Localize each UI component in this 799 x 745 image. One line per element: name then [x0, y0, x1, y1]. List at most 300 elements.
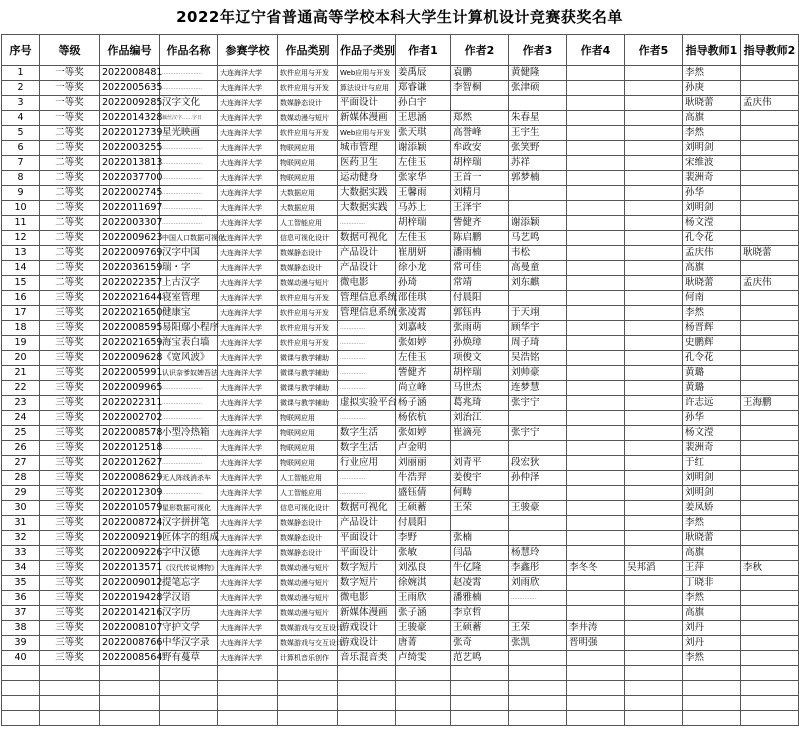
table-cell	[741, 351, 799, 366]
table-cell: 16	[2, 291, 40, 306]
table-cell: 三等奖	[40, 606, 100, 621]
table-cell: 孙琦	[396, 276, 451, 291]
table-cell: ……………	[338, 381, 396, 396]
table-cell: 大连海洋大学	[218, 396, 278, 411]
table-cell: 付晨阳	[396, 516, 451, 531]
table-cell: ……………………	[160, 396, 218, 411]
table-cell: 耿晓蕾	[741, 246, 799, 261]
column-header: 作者3	[509, 35, 567, 66]
table-cell: 微电影	[338, 591, 396, 606]
table-cell	[741, 546, 799, 561]
table-cell: 张凯	[509, 636, 567, 651]
table-cell: 李井涛	[567, 621, 625, 636]
table-cell	[2, 681, 40, 696]
table-cell	[625, 171, 683, 186]
table-cell: 数据可视化	[338, 231, 396, 246]
table-cell: 数字生活	[338, 441, 396, 456]
table-cell	[2, 666, 40, 681]
table-cell	[509, 696, 567, 711]
table-cell	[396, 666, 451, 681]
table-cell: 大连海洋大学	[218, 531, 278, 546]
table-cell: 二等奖	[40, 276, 100, 291]
table-cell: 三等奖	[40, 381, 100, 396]
table-cell: 大连海洋大学	[218, 621, 278, 636]
table-cell: 刘丹	[683, 621, 741, 636]
table-cell	[509, 681, 567, 696]
table-cell	[567, 411, 625, 426]
table-cell: 2022012739	[100, 126, 160, 141]
table-cell	[741, 696, 799, 711]
table-cell: 字中汉德	[160, 546, 218, 561]
table-cell: 范艺鸣	[451, 651, 509, 666]
table-cell: 大连海洋大学	[218, 246, 278, 261]
table-cell	[567, 366, 625, 381]
table-cell: 李然	[683, 66, 741, 81]
table-cell	[625, 411, 683, 426]
table-cell	[567, 306, 625, 321]
table-cell: 20	[2, 351, 40, 366]
table-cell: ……………	[338, 321, 396, 336]
table-cell: 26	[2, 441, 40, 456]
table-cell	[741, 411, 799, 426]
table-cell: 三等奖	[40, 651, 100, 666]
table-cell	[100, 696, 160, 711]
table-cell	[625, 261, 683, 276]
table-cell: 2022012518	[100, 441, 160, 456]
table-cell: 二等奖	[40, 126, 100, 141]
table-cell: 二等奖	[40, 186, 100, 201]
table-cell	[625, 81, 683, 96]
table-cell: 大连海洋大学	[218, 381, 278, 396]
table-cell: ……………………	[160, 486, 218, 501]
table-cell: 大连海洋大学	[218, 561, 278, 576]
table-cell: 张津硕	[509, 81, 567, 96]
table-cell: 2022008595	[100, 321, 160, 336]
table-cell	[741, 111, 799, 126]
table-cell: 王骏豪	[396, 621, 451, 636]
column-header: 等级	[40, 35, 100, 66]
table-cell: 一等奖	[40, 96, 100, 111]
table-cell: 数媒动漫与短片	[278, 591, 338, 606]
table-cell	[625, 336, 683, 351]
table-cell: 13	[2, 246, 40, 261]
table-cell: 大连海洋大学	[218, 486, 278, 501]
table-cell: 张天琪	[396, 126, 451, 141]
table-cell: 匠体字的组成	[160, 531, 218, 546]
table-cell: 訾健齐	[396, 366, 451, 381]
table-cell: 李然	[683, 651, 741, 666]
table-cell: 认识奈爹奴婢吾法	[160, 366, 218, 381]
column-header: 作者1	[396, 35, 451, 66]
column-header: 指导教师2	[741, 35, 799, 66]
table-cell: 二等奖	[40, 216, 100, 231]
table-cell: 郑睿谦	[396, 81, 451, 96]
table-cell	[741, 456, 799, 471]
table-cell: 微课与教学辅助	[278, 366, 338, 381]
table-cell: 30	[2, 501, 40, 516]
table-cell: 三等奖	[40, 591, 100, 606]
table-cell: 17	[2, 306, 40, 321]
table-cell: 5	[2, 126, 40, 141]
table-cell: ……………………	[160, 81, 218, 96]
table-cell: 张如婷	[396, 426, 451, 441]
table-cell: 星光映画	[160, 126, 218, 141]
table-cell: 李然	[683, 591, 741, 606]
table-cell: 平面设计	[338, 96, 396, 111]
table-cell: 数媒游戏与交互设计	[278, 621, 338, 636]
table-cell: 2022008564	[100, 651, 160, 666]
table-cell	[567, 141, 625, 156]
table-cell: 大连海洋大学	[218, 291, 278, 306]
table-cell: 王宇生	[509, 126, 567, 141]
table-cell: 潘雨楠	[451, 246, 509, 261]
table-cell: 管理信息系统	[338, 291, 396, 306]
table-cell: 2022021650	[100, 306, 160, 321]
table-cell: 黄璐	[683, 381, 741, 396]
table-cell: 裴洲奇	[683, 171, 741, 186]
table-cell: 王思涵	[396, 111, 451, 126]
table-cell: 产品设计	[338, 246, 396, 261]
table-cell: 8	[2, 171, 40, 186]
table-row	[2, 201, 799, 216]
table-cell	[741, 171, 799, 186]
table-cell: 软件应用与开发	[278, 336, 338, 351]
table-cell: 耿晓蕾	[683, 276, 741, 291]
table-cell	[741, 66, 799, 81]
table-cell	[100, 681, 160, 696]
table-row	[2, 111, 799, 126]
table-cell: 大连海洋大学	[218, 111, 278, 126]
table-cell: 大连海洋大学	[218, 351, 278, 366]
table-cell	[509, 201, 567, 216]
table-cell: 物联网应用	[278, 411, 338, 426]
table-cell: 张笑野	[509, 141, 567, 156]
table-cell	[741, 261, 799, 276]
table-cell: 王骏豪	[509, 501, 567, 516]
table-cell: Web应用与开发	[338, 126, 396, 141]
table-cell	[509, 291, 567, 306]
table-cell	[567, 351, 625, 366]
table-cell: 孔令花	[683, 351, 741, 366]
table-cell: 2022012309	[100, 486, 160, 501]
table-cell	[40, 681, 100, 696]
table-cell	[625, 231, 683, 246]
table-cell	[567, 321, 625, 336]
table-cell: 瑞・字	[160, 261, 218, 276]
table-cell	[509, 531, 567, 546]
column-header: 参赛学校	[218, 35, 278, 66]
table-cell	[625, 516, 683, 531]
table-cell: 三等奖	[40, 621, 100, 636]
table-cell: 大连海洋大学	[218, 96, 278, 111]
table-row	[2, 516, 799, 531]
table-cell: 34	[2, 561, 40, 576]
table-cell: 医药卫生	[338, 156, 396, 171]
table-cell: 2022009628	[100, 351, 160, 366]
table-cell: 晋明强	[567, 636, 625, 651]
table-cell: 郭钰冉	[451, 306, 509, 321]
table-cell: 赵凌霄	[451, 576, 509, 591]
table-cell	[160, 696, 218, 711]
table-cell: 39	[2, 636, 40, 651]
table-cell: 李京哲	[451, 606, 509, 621]
table-cell	[509, 711, 567, 726]
table-cell: 大连海洋大学	[218, 156, 278, 171]
table-cell: 海宝表白墙	[160, 336, 218, 351]
table-cell: 盛钰倩	[396, 486, 451, 501]
table-cell: 郭梦楠	[509, 171, 567, 186]
table-cell: 大连海洋大学	[218, 306, 278, 321]
table-cell: 李冬冬	[567, 561, 625, 576]
table-cell: 提笔忘字	[160, 576, 218, 591]
table-cell: ……………	[338, 351, 396, 366]
table-cell: 姜凤娇	[683, 501, 741, 516]
table-cell: 微课与教学辅助	[278, 351, 338, 366]
table-cell: 三等奖	[40, 501, 100, 516]
table-row	[2, 396, 799, 411]
table-cell: ……………	[509, 591, 567, 606]
table-row	[2, 456, 799, 471]
table-cell	[625, 351, 683, 366]
table-cell: 大连海洋大学	[218, 606, 278, 621]
table-cell: 2022014216	[100, 606, 160, 621]
table-cell	[451, 696, 509, 711]
table-cell	[625, 576, 683, 591]
table-cell	[625, 291, 683, 306]
table-cell: 刘丽丽	[396, 456, 451, 471]
table-cell: 数媒动漫与短片	[278, 561, 338, 576]
table-cell: 孙白宇	[396, 96, 451, 111]
table-cell: 微课与教学辅助	[278, 381, 338, 396]
table-cell	[625, 216, 683, 231]
table-cell: 杨晋辉	[683, 321, 741, 336]
table-cell: ……………	[338, 471, 396, 486]
table-cell: 马艺鸣	[509, 231, 567, 246]
table-cell: 2022005635	[100, 81, 160, 96]
table-cell: 软件应用与开发	[278, 291, 338, 306]
table-cell: 大连海洋大学	[218, 201, 278, 216]
table-cell: 王首一	[451, 171, 509, 186]
table-cell: 三等奖	[40, 411, 100, 426]
table-cell: 王泽宇	[451, 201, 509, 216]
table-cell: ……………………	[160, 441, 218, 456]
table-cell: ……………	[338, 216, 396, 231]
table-cell: 刘治江	[451, 411, 509, 426]
table-cell: 29	[2, 486, 40, 501]
table-cell: 于天翊	[509, 306, 567, 321]
table-cell	[567, 156, 625, 171]
table-cell: 左佳玉	[396, 156, 451, 171]
table-cell	[625, 201, 683, 216]
table-cell: 左佳玉	[396, 231, 451, 246]
column-header: 作品类别	[278, 35, 338, 66]
table-cell: 吴浩铭	[509, 351, 567, 366]
table-cell	[567, 171, 625, 186]
table-cell: 刘泓良	[396, 561, 451, 576]
table-cell	[683, 681, 741, 696]
table-row	[2, 126, 799, 141]
table-cell	[625, 141, 683, 156]
table-row	[2, 216, 799, 231]
table-row	[2, 246, 799, 261]
table-cell	[625, 246, 683, 261]
table-cell: 孙庚	[683, 81, 741, 96]
table-cell	[451, 516, 509, 531]
table-cell: 38	[2, 621, 40, 636]
table-cell: 中华汉字录	[160, 636, 218, 651]
table-cell: 寝室管理	[160, 291, 218, 306]
table-cell	[567, 681, 625, 696]
table-cell: 丁晓非	[683, 576, 741, 591]
table-cell	[741, 156, 799, 171]
table-cell: 2022008107	[100, 621, 160, 636]
table-cell: 三等奖	[40, 531, 100, 546]
table-cell: 大连海洋大学	[218, 501, 278, 516]
table-cell: 数媒静态设计	[278, 546, 338, 561]
table-cell	[625, 66, 683, 81]
table-cell: 宋维波	[683, 156, 741, 171]
table-row	[2, 591, 799, 606]
table-cell: 汉字历	[160, 606, 218, 621]
table-row	[2, 276, 799, 291]
table-cell: 耿晓蕾	[683, 96, 741, 111]
table-cell: 6	[2, 141, 40, 156]
table-cell: 三等奖	[40, 561, 100, 576]
table-cell: 数媒动漫与短片	[278, 606, 338, 621]
table-cell: 2022019428	[100, 591, 160, 606]
table-cell	[567, 546, 625, 561]
table-row	[2, 261, 799, 276]
table-cell: 大连海洋大学	[218, 276, 278, 291]
table-cell: 大数据应用	[278, 186, 338, 201]
table-cell: 张子涵	[396, 606, 451, 621]
table-cell	[338, 711, 396, 726]
table-cell: 人工智能应用	[278, 216, 338, 231]
table-cell: 高旗	[683, 111, 741, 126]
table-cell: 三等奖	[40, 321, 100, 336]
table-cell: 刘青平	[451, 456, 509, 471]
table-cell: 大连海洋大学	[218, 516, 278, 531]
table-cell	[567, 336, 625, 351]
table-cell	[40, 711, 100, 726]
table-cell	[625, 111, 683, 126]
table-cell: 大数据实践	[338, 186, 396, 201]
table-cell: 36	[2, 591, 40, 606]
table-cell	[741, 141, 799, 156]
table-cell: 2022012627	[100, 456, 160, 471]
table-cell: 2022002702	[100, 411, 160, 426]
table-cell: 刘明剑	[683, 141, 741, 156]
column-header: 作品子类别	[338, 35, 396, 66]
table-cell: 2022009285	[100, 96, 160, 111]
table-cell: 软件应用与开发	[278, 321, 338, 336]
table-cell: 张如婷	[396, 336, 451, 351]
table-cell: 汉字文化	[160, 96, 218, 111]
table-cell: 三等奖	[40, 576, 100, 591]
award-table	[1, 34, 799, 726]
table-cell	[683, 666, 741, 681]
table-cell: 二等奖	[40, 141, 100, 156]
table-cell	[567, 501, 625, 516]
table-cell	[741, 621, 799, 636]
table-cell	[625, 126, 683, 141]
table-cell	[625, 681, 683, 696]
table-cell: 2022010579	[100, 501, 160, 516]
column-header: 序号	[2, 35, 40, 66]
table-cell	[567, 126, 625, 141]
table-cell: 3	[2, 96, 40, 111]
table-cell: 1	[2, 66, 40, 81]
table-cell: 21	[2, 366, 40, 381]
table-cell: 2022022311	[100, 396, 160, 411]
table-cell: 城市管理	[338, 141, 396, 156]
table-cell: 姜禹辰	[396, 66, 451, 81]
table-cell: 王荣	[509, 621, 567, 636]
column-header: 作品名称	[160, 35, 218, 66]
table-cell	[625, 531, 683, 546]
table-cell	[741, 636, 799, 651]
table-cell: 35	[2, 576, 40, 591]
table-cell: 大连海洋大学	[218, 546, 278, 561]
table-cell	[567, 696, 625, 711]
table-cell: 软件应用与开发	[278, 81, 338, 96]
table-cell: 三等奖	[40, 441, 100, 456]
table-cell: 谢添颖	[509, 216, 567, 231]
table-row	[2, 486, 799, 501]
table-row	[2, 336, 799, 351]
table-cell: 牛浩羿	[396, 471, 451, 486]
table-cell: 平面设计	[338, 531, 396, 546]
table-cell: 孟庆伟	[741, 96, 799, 111]
table-cell	[741, 336, 799, 351]
table-cell	[509, 441, 567, 456]
table-cell: 袁鹏	[451, 66, 509, 81]
table-cell: 王萍	[683, 561, 741, 576]
table-cell: 刘嘉岐	[396, 321, 451, 336]
table-cell: 三等奖	[40, 351, 100, 366]
table-cell	[2, 696, 40, 711]
table-cell: 2022021644	[100, 291, 160, 306]
table-cell	[567, 96, 625, 111]
table-cell: 孙仲泽	[509, 471, 567, 486]
table-cell: 数媒动漫与短片	[278, 576, 338, 591]
table-cell: 人工智能应用	[278, 471, 338, 486]
table-cell: 算法设计与应用	[338, 81, 396, 96]
table-cell: 音乐混音类	[338, 651, 396, 666]
table-cell: 18	[2, 321, 40, 336]
table-row	[2, 471, 799, 486]
table-cell: 大连海洋大学	[218, 441, 278, 456]
table-cell	[625, 471, 683, 486]
table-cell: 史鹏辉	[683, 336, 741, 351]
empty-row	[2, 696, 799, 711]
table-cell: 上古汉字	[160, 276, 218, 291]
table-cell: 张楠	[451, 531, 509, 546]
table-cell: 22	[2, 381, 40, 396]
column-header: 作者2	[451, 35, 509, 66]
table-cell: 2022002745	[100, 186, 160, 201]
table-cell: 张敏	[396, 546, 451, 561]
table-cell	[218, 696, 278, 711]
table-cell	[741, 306, 799, 321]
table-cell: 王馨雨	[396, 186, 451, 201]
table-cell: 9	[2, 186, 40, 201]
table-cell: 大数据应用	[278, 201, 338, 216]
table-cell: 2022009219	[100, 531, 160, 546]
table-cell: 马世杰	[451, 381, 509, 396]
table-cell: 许志远	[683, 396, 741, 411]
table-cell: 牛亿隆	[451, 561, 509, 576]
